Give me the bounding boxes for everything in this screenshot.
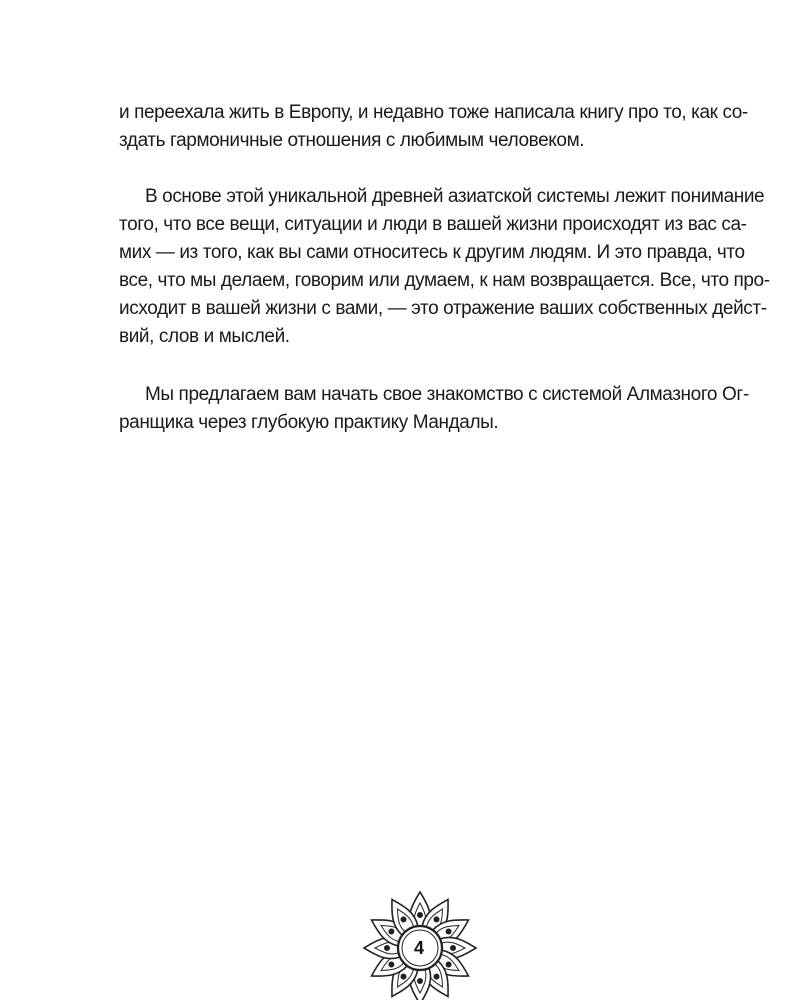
paragraph-line: ранщика через глубокую практику Мандалы. [119, 412, 499, 433]
paragraph-line: все, что мы делаем, говорим или думаем, к нам возвращается. Все, что про- [119, 270, 770, 291]
paragraph-line: мих — из того, как вы сами относитесь к другим людям. И это правда, что [119, 242, 745, 263]
paragraph-1 [119, 99, 748, 155]
paragraph-line: исходит в вашей жизни с вами, — это отражение ваших собственных дейст- [119, 298, 767, 319]
paragraph-line: вий, слов и мыслей. [119, 326, 290, 347]
paragraph-line: Мы предлагаем вам начать свое знакомство с системой Алмазного Ог- [145, 384, 749, 405]
paragraph-line: и переехала жить в Европу, и недавно тоже написала книгу про то, как со- [119, 102, 748, 123]
paragraph-line: В основе этой уникальной древней азиатской системы лежит понимание [145, 186, 765, 207]
paragraph-line: того, что все вещи, ситуации и люди в вашей жизни происходят из вас са- [119, 214, 747, 235]
paragraph-2 [119, 183, 770, 351]
page-number: 4 [413, 938, 424, 958]
paragraph-3 [119, 381, 749, 437]
paragraph-line: здать гармоничные отношения с любимым человеком. [119, 130, 585, 151]
